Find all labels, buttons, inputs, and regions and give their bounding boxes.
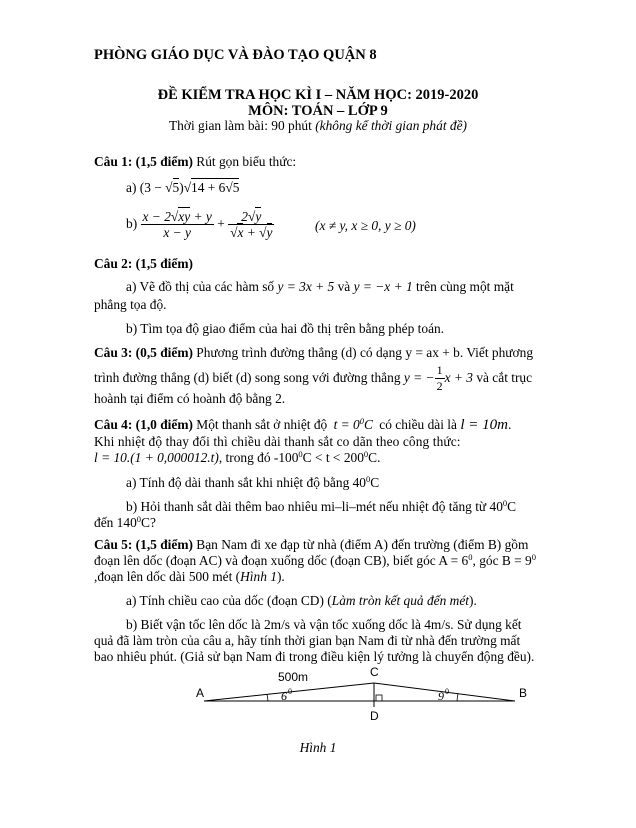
q5-line2: đoạn lên dốc (đoạn AC) và đoạn xuống dốc (đoạn CB), biết góc $A = 6^0$, góc $B = 9^0$ <box>94 552 537 568</box>
q4-line1: Câu 4: (1,0 điểm) Một thanh sắt ở nhiệt độ $t = 0^0C$ có chiều dài là l = 10m. <box>94 416 512 433</box>
q3-line-eq: y = − <box>403 370 435 386</box>
q4b-line1: b) Hỏi thanh sắt dài thêm bao nhiêu mi–li–mét nếu nhiệt độ tăng từ $40^0C$ <box>126 498 517 514</box>
q5-line1 <box>94 537 528 554</box>
q4b-line2-text: đến 140 <box>94 515 137 530</box>
q1b-fraction-2: $\frac{2√y}{√x + √y}$ <box>230 209 273 240</box>
q1-heading <box>94 154 296 171</box>
q4-line3: l = 10.(1 + 0,000012.t), trong đó $-100^0C < t < 200^0C$. <box>94 449 381 465</box>
q5-text1: Bạn Nam đi xe đạp từ nhà (điểm A) đến trường (điểm B) gồm <box>192 537 529 552</box>
q2a-func1: y = 3x + 5 <box>277 279 335 294</box>
q2a-post: trên cùng một mặt <box>412 279 514 294</box>
angle-b-degree: 0 <box>445 687 449 696</box>
right-angle-mark <box>376 695 382 701</box>
q3-line2-pre: trình đường thẳng (d) biết (d) song song với đường thẳng <box>94 370 404 386</box>
q5-figure-ref: Hình 1 <box>240 569 277 584</box>
q3-line2-post: và cắt trục <box>472 370 533 386</box>
q3-label: Câu 3: (0,5 điểm) <box>94 345 193 360</box>
length-label: 500m <box>278 670 309 684</box>
q3-fraction: $\frac{1}{2}$ <box>436 363 443 393</box>
q2a-pre: a) Vẽ đồ thị của các hàm số <box>126 279 278 294</box>
subject-title: MÔN: TOÁN – LỚP 9 <box>248 103 388 119</box>
angle-b-label: 9 <box>438 689 444 703</box>
q3-line-eq-rest: x + 3 <box>444 370 473 386</box>
q5a-post: ). <box>468 593 477 608</box>
q4a-text: a) Tính độ dài thanh sắt khi nhiệt độ bằng 40 <box>126 475 366 490</box>
q5-line2-pre: đoạn lên dốc (đoạn AC) và đoạn xuống dốc (đoạn CB), biết góc A = 6 <box>94 553 469 568</box>
q4-range-pre: , trong đó -100 <box>218 450 299 465</box>
q1a-math: (3 − √5)√14 + 6√5 <box>139 180 240 195</box>
q4b-text: b) Hỏi thanh sắt dài thêm bao nhiêu mi–li–mét nếu nhiệt độ tăng từ 40 <box>126 499 503 514</box>
point-b-label: B <box>519 686 528 700</box>
q4a: a) Tính độ dài thanh sắt khi nhiệt độ bằng $40^0C$ <box>126 474 380 490</box>
q4-label: Câu 4: (1,0 điểm) <box>94 417 193 432</box>
q3-text1: Phương trình đường thẳng (d) có dạng y = ax + b. Viết phương <box>192 345 534 360</box>
q4-temp: $t = 0^0C$ <box>333 416 373 432</box>
q4-length: l = 10m <box>460 417 508 433</box>
q5a-pre: a) Tính chiều cao của dốc (đoạn CD) ( <box>126 593 332 608</box>
q5-line3-post: ). <box>276 569 285 584</box>
q1a-expression <box>126 180 239 197</box>
q5b-line1: b) Biết vận tốc lên dốc là 2m/s và vận tốc xuống dốc là 4m/s. Sử dụng kết <box>126 617 522 632</box>
q1-label: Câu 1: (1,5 điểm) <box>94 154 193 169</box>
q4b-line2: đến $140^0C$? <box>94 514 156 530</box>
time-line <box>0 118 636 135</box>
point-c-label: C <box>370 665 379 679</box>
q3-line3: hoành tại điểm có hoành độ bằng 2. <box>94 391 286 406</box>
q5-line3 <box>94 569 285 586</box>
q4-line2: Khi nhiệt độ thay đổi thì chiều dài thanh sắt co dãn theo công thức: <box>94 434 461 449</box>
q5-label: Câu 5: (1,5 điểm) <box>94 537 193 552</box>
q4-formula: l = 10.(1 + 0,000012.t) <box>94 450 219 465</box>
q5-line3-pre: ,đoạn lên dốc dài 500 mét ( <box>94 569 241 584</box>
q1b-expression: b) $\frac{x - 2√xy + y}{x - y}$ + $\frac{2√y}{√x + √y}$ <box>126 209 273 240</box>
angle-a-degree: 0 <box>288 687 292 696</box>
q4-text1: Một thanh sắt ở nhiệt độ <box>192 417 331 432</box>
angle-a-arc <box>267 695 268 702</box>
q5a <box>126 593 477 610</box>
exam-title: ĐỀ KIỂM TRA HỌC KÌ I – NĂM HỌC: 2019-2020 <box>157 87 479 103</box>
q2-label: Câu 2: (1,5 điểm) <box>94 256 193 271</box>
q2a-func2: y = −x + 1 <box>353 279 413 294</box>
angle-b-arc <box>457 694 458 702</box>
q4-mid: có chiều dài là <box>375 417 461 432</box>
q4-range-end: C < t < 200 <box>302 450 364 465</box>
point-d-label: D <box>370 709 379 723</box>
q5a-note: Làm tròn kết quả đến mét <box>331 593 469 608</box>
q3-line2 <box>94 363 532 394</box>
q1b-label: b) <box>126 216 138 232</box>
angle-a-label: 6 <box>281 689 287 703</box>
q2b-text: b) Tìm tọa độ giao điểm của hai đồ thị trên bằng phép toán. <box>126 321 445 336</box>
q5b-line3: bao nhiêu phút. (Giả sử bạn Nam đi trong điều kiện lý tưởng là chuyển động đều). <box>94 649 535 664</box>
q2a-line2: phẳng tọa độ. <box>94 297 167 312</box>
department-title: PHÒNG GIÁO DỤC VÀ ĐÀO TẠO QUẬN 8 <box>94 47 377 63</box>
q1a-label: a) <box>126 180 137 195</box>
q1b-fraction-1: $\frac{x - 2√xy + y}{x - y}$ <box>142 209 212 240</box>
q2a-and: và <box>334 279 354 294</box>
q1-text: Rút gọn biểu thức: <box>192 154 297 169</box>
q1b-condition: (x ≠ y, x ≥ 0, y ≥ 0) <box>315 218 416 233</box>
q5-line2-mid: , góc B = 9 <box>472 553 532 568</box>
time-prefix: Thời gian làm bài: 90 phút <box>169 118 316 133</box>
figure-caption: Hình 1 <box>299 740 337 755</box>
q2a-line1 <box>126 279 514 296</box>
q3-line1 <box>94 345 533 362</box>
point-a-label: A <box>196 686 205 700</box>
time-note: (không kể thời gian phát đề) <box>315 118 467 133</box>
q5b-line2: quả đã làm tròn của câu a, hãy tính thời gian bạn Nam đi từ nhà đến trường mất <box>94 633 521 648</box>
